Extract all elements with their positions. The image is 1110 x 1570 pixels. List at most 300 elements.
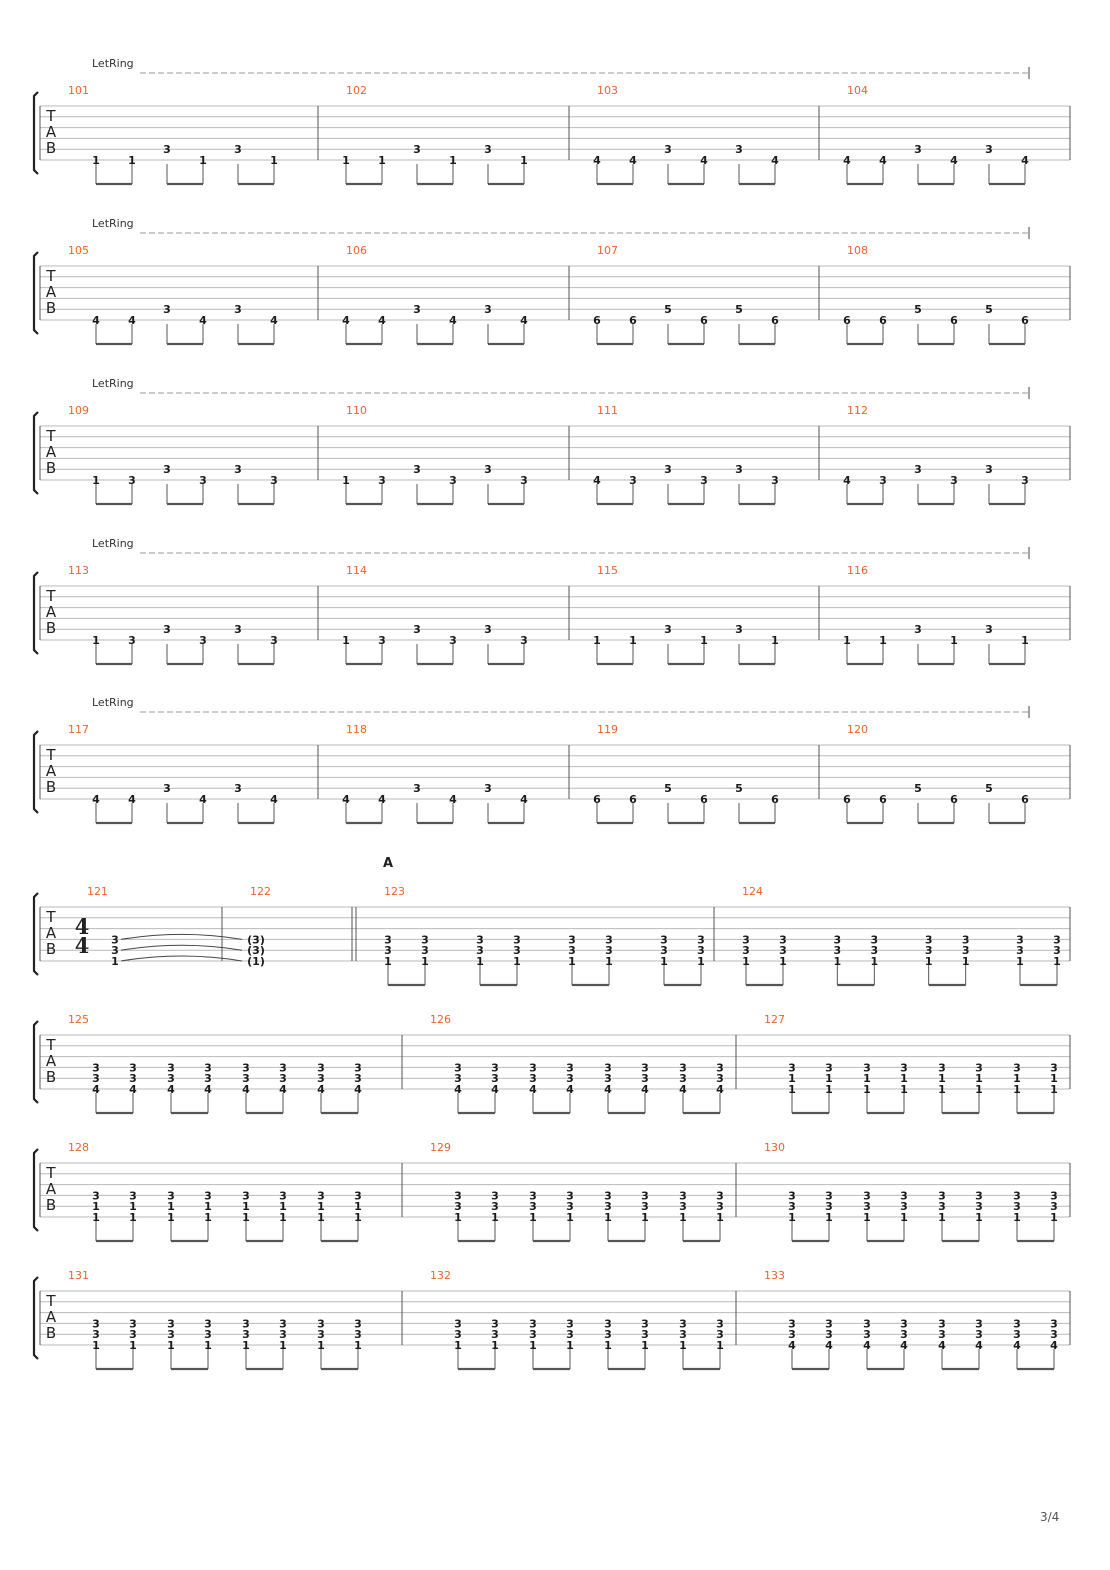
fret-number: 3: [279, 1328, 287, 1342]
fret-number: 4: [1021, 154, 1029, 167]
fret-number: 3: [660, 944, 668, 958]
tab-clef-letter: A: [45, 123, 57, 141]
fret-number: 3: [163, 143, 171, 157]
fret-number: 1: [317, 1200, 325, 1214]
fret-number: 3: [863, 1189, 871, 1203]
fret-number: 4: [491, 1083, 499, 1096]
fret-number: 3: [92, 1189, 100, 1203]
time-signature-bottom: 4: [74, 933, 90, 958]
fret-number: 5: [914, 303, 922, 317]
fret-number: 3: [454, 1328, 462, 1342]
fret-number: 4: [378, 793, 386, 806]
fret-number: 3: [449, 474, 457, 487]
measure-number: 128: [68, 1141, 89, 1154]
fret-number: 4: [788, 1339, 796, 1352]
fret-number: 3: [1016, 944, 1024, 958]
fret-number: 3: [129, 1189, 137, 1203]
fret-number: 4: [279, 1083, 287, 1096]
fret-number: 1: [454, 1211, 462, 1224]
fret-number: 3: [484, 143, 492, 157]
fret-number: 3: [242, 1328, 250, 1342]
fret-number: 1: [900, 1072, 908, 1086]
fret-number: 3: [788, 1061, 796, 1075]
fret-number: 3: [529, 1317, 537, 1331]
fret-number: 1: [950, 634, 958, 647]
fret-number: 3: [716, 1072, 724, 1086]
tab-clef-letter: A: [45, 1052, 57, 1070]
fret-number: 3: [317, 1328, 325, 1342]
measure-number: 115: [597, 564, 618, 577]
measure-number: 103: [597, 84, 618, 97]
fret-number: 3: [354, 1328, 362, 1342]
fret-number: 1: [641, 1211, 649, 1224]
fret-number: 5: [914, 782, 922, 796]
fret-number: 3: [604, 1072, 612, 1086]
fret-number: 3: [354, 1317, 362, 1331]
fret-number: 3: [914, 143, 922, 157]
fret-number: 1: [279, 1200, 287, 1214]
tie-arc: [121, 934, 242, 939]
fret-number: 3: [825, 1200, 833, 1214]
fret-number: 1: [975, 1072, 983, 1086]
fret-number: 3: [975, 1189, 983, 1203]
fret-number: 3: [234, 303, 242, 317]
fret-number: 1: [476, 955, 484, 968]
fret-number: 3: [529, 1072, 537, 1086]
fret-number: 3: [742, 933, 750, 947]
section-marker: A: [382, 856, 394, 871]
fret-number: 1: [566, 1339, 574, 1352]
measure-number: 106: [346, 244, 367, 257]
fret-number: 6: [700, 793, 708, 806]
let-ring-label: LetRing: [92, 696, 134, 709]
fret-number: 5: [664, 782, 672, 796]
fret-number: 3: [163, 782, 171, 796]
fret-number: 3: [697, 944, 705, 958]
fret-number: 3: [92, 1061, 100, 1075]
tie-arc: [121, 945, 242, 950]
fret-number: 3: [384, 944, 392, 958]
measure-number: 121: [87, 885, 108, 898]
fret-number: 1: [317, 1211, 325, 1224]
measure-number: 110: [346, 404, 367, 417]
fret-number: 3: [491, 1189, 499, 1203]
fret-number: 1: [129, 1339, 137, 1352]
fret-number: 5: [985, 303, 993, 317]
fret-number: 4: [199, 314, 207, 327]
fret-number: 3: [491, 1200, 499, 1214]
fret-number: 3: [735, 463, 743, 477]
fret-number: 1: [605, 955, 613, 968]
fret-number: 1: [863, 1083, 871, 1096]
fret-number: 3: [92, 1317, 100, 1331]
measure-number: 116: [847, 564, 868, 577]
fret-number: 3: [317, 1061, 325, 1075]
fret-number: 1: [242, 1200, 250, 1214]
fret-number: 3: [566, 1061, 574, 1075]
fret-number: 3: [204, 1328, 212, 1342]
fret-number: 3: [700, 474, 708, 487]
fret-number: 3: [484, 623, 492, 637]
measure-number: 124: [742, 885, 763, 898]
fret-number: 3: [1013, 1189, 1021, 1203]
fret-number: 1: [833, 955, 842, 968]
fret-number: 3: [491, 1072, 499, 1086]
fret-number: 1: [1016, 955, 1024, 968]
fret-number: 3: [317, 1189, 325, 1203]
fret-number: 3: [491, 1317, 499, 1331]
fret-number: 3: [513, 944, 521, 958]
fret-number: 4: [938, 1339, 946, 1352]
fret-number: 5: [985, 782, 993, 796]
fret-number: 1: [92, 1200, 100, 1214]
fret-number: 4: [270, 314, 278, 327]
measure-number: 118: [346, 723, 367, 736]
fret-number: 3: [604, 1061, 612, 1075]
fret-number: 1: [825, 1072, 833, 1086]
fret-number: 3: [279, 1072, 287, 1086]
fret-number: 3: [985, 463, 993, 477]
fret-number: 3: [242, 1317, 250, 1331]
tab-clef-letter: B: [45, 1196, 57, 1214]
fret-number: 3: [1050, 1061, 1058, 1075]
fret-number: 3: [454, 1200, 462, 1214]
tab-clef-letter: A: [45, 603, 57, 621]
fret-number: 3: [167, 1189, 175, 1203]
fret-number: 4: [449, 314, 457, 327]
fret-number: 1: [317, 1339, 325, 1352]
fret-number: 4: [242, 1083, 250, 1096]
fret-number: 4: [843, 154, 851, 167]
fret-number: 1: [604, 1339, 612, 1352]
fret-number: 3: [204, 1317, 212, 1331]
fret-number: 6: [629, 314, 637, 327]
measure-number: 130: [764, 1141, 785, 1154]
fret-number: 3: [950, 474, 958, 487]
fret-number: 3: [129, 1328, 137, 1342]
fret-number: 1: [1013, 1072, 1021, 1086]
measure-number: 112: [847, 404, 868, 417]
system-bracket: [34, 92, 38, 174]
fret-number: 4: [270, 793, 278, 806]
fret-number: 1: [716, 1339, 724, 1352]
fret-number: 3: [92, 1072, 100, 1086]
fret-number: 3: [163, 463, 171, 477]
measure-number: 107: [597, 244, 618, 257]
system-bracket: [34, 1021, 38, 1103]
fret-number: 1: [449, 154, 457, 167]
fret-number: 3: [513, 933, 521, 947]
fret-number: 3: [199, 474, 207, 487]
fret-number: 1: [1013, 1211, 1021, 1224]
fret-number: 3: [735, 623, 743, 637]
fret-number: 1: [742, 955, 750, 968]
fret-number: 6: [629, 793, 637, 806]
fret-number: 4: [529, 1083, 537, 1096]
system-bracket: [34, 893, 38, 975]
fret-number: 3: [454, 1072, 462, 1086]
fret-number: 3: [566, 1072, 574, 1086]
fret-number: 1: [938, 1211, 946, 1224]
measure-number: 102: [346, 84, 367, 97]
fret-number: 3: [167, 1328, 175, 1342]
fret-number: 3: [413, 143, 421, 157]
fret-number: 6: [771, 314, 779, 327]
fret-number: 3: [825, 1317, 833, 1331]
fret-number: 1: [566, 1211, 574, 1224]
fret-number: 1: [716, 1211, 724, 1224]
fret-number: 3: [825, 1328, 833, 1342]
fret-number: 5: [735, 782, 743, 796]
fret-number: 6: [593, 793, 601, 806]
fret-number: 3: [924, 944, 933, 958]
fret-number: 3: [476, 933, 484, 947]
measure-number: 104: [847, 84, 868, 97]
fret-number: 4: [520, 793, 528, 806]
fret-number: 3: [1016, 933, 1024, 947]
fret-number: 3: [863, 1061, 871, 1075]
fret-number: 3: [568, 944, 576, 958]
fret-number: 1: [863, 1211, 871, 1224]
fret-number: 1: [641, 1339, 649, 1352]
fret-number: 3: [529, 1328, 537, 1342]
fret-number: 3: [679, 1061, 687, 1075]
measure-number: 108: [847, 244, 868, 257]
fret-number: 3: [204, 1072, 212, 1086]
fret-number: 3: [354, 1061, 362, 1075]
fret-number: 1: [900, 1211, 908, 1224]
fret-number: 3: [449, 634, 457, 647]
fret-number: 1: [491, 1211, 499, 1224]
tab-clef-letter: B: [45, 619, 57, 637]
fret-number: 1: [825, 1211, 833, 1224]
tab-clef-letter: A: [45, 762, 57, 780]
fret-number: 3: [833, 944, 842, 958]
fret-number: 4: [566, 1083, 574, 1096]
fret-number: 3: [129, 1061, 137, 1075]
fret-number: 4: [975, 1339, 983, 1352]
fret-number: 4: [1050, 1339, 1058, 1352]
fret-number: 3: [413, 463, 421, 477]
time-signature-top: 4: [74, 914, 90, 939]
fret-number: 3: [833, 933, 842, 947]
fret-number: 3: [167, 1317, 175, 1331]
fret-number: 3: [1013, 1328, 1021, 1342]
tie-arc: [121, 956, 242, 961]
fret-number: 3: [605, 933, 613, 947]
fret-number: 3: [697, 933, 705, 947]
fret-number: 3: [454, 1317, 462, 1331]
fret-number: 5: [735, 303, 743, 317]
fret-number: 1: [924, 955, 933, 968]
fret-number: 3: [679, 1189, 687, 1203]
fret-number: 1: [1050, 1211, 1058, 1224]
tab-clef-letter: A: [45, 283, 57, 301]
fret-number: 3: [491, 1328, 499, 1342]
measure-number: 133: [764, 1269, 785, 1282]
fret-number: 3: [354, 1189, 362, 1203]
fret-number: 1: [354, 1339, 362, 1352]
fret-number: 3: [788, 1317, 796, 1331]
fret-number: 4: [950, 154, 958, 167]
fret-number: 3: [679, 1072, 687, 1086]
fret-number: 3: [484, 782, 492, 796]
system-bracket: [34, 572, 38, 654]
fret-number: 1: [529, 1211, 537, 1224]
fret-number: 1: [679, 1211, 687, 1224]
fret-number: 4: [92, 314, 100, 327]
fret-number: 1: [270, 154, 278, 167]
fret-number: 3: [413, 782, 421, 796]
fret-number: 1: [900, 1083, 908, 1096]
fret-number: 4: [317, 1083, 325, 1096]
fret-number: 3: [129, 1072, 137, 1086]
fret-number: 3: [779, 944, 787, 958]
fret-number: 4: [342, 314, 350, 327]
fret-number: 3: [128, 474, 136, 487]
fret-number: 1: [788, 1211, 796, 1224]
fret-number: 3: [788, 1200, 796, 1214]
fret-number: 6: [700, 314, 708, 327]
fret-number: 1: [1050, 1072, 1058, 1086]
fret-number: 3: [234, 623, 242, 637]
tab-clef-letter: A: [45, 924, 57, 942]
fret-number: 3: [870, 933, 879, 947]
fret-number: 3: [900, 1328, 908, 1342]
fret-number: 3: [938, 1061, 946, 1075]
fret-number: 3: [421, 944, 429, 958]
fret-number: 1: [975, 1083, 983, 1096]
fret-number: 1: [378, 154, 386, 167]
fret-number: 3: [484, 303, 492, 317]
system-bracket: [34, 252, 38, 334]
measure-number: 123: [384, 885, 405, 898]
measure-number: 132: [430, 1269, 451, 1282]
fret-number: 6: [843, 793, 851, 806]
measure-number: 119: [597, 723, 618, 736]
fret-number: 3: [641, 1328, 649, 1342]
fret-number: 3: [664, 623, 672, 637]
fret-number: 1: [679, 1339, 687, 1352]
tab-clef-letter: A: [45, 1180, 57, 1198]
fret-number: 4: [700, 154, 708, 167]
fret-number: 3: [771, 474, 779, 487]
fret-number: 3: [163, 303, 171, 317]
fret-number: 1: [568, 955, 576, 968]
fret-number: 3: [279, 1317, 287, 1331]
fret-number: 3: [914, 463, 922, 477]
fret-number: 3: [716, 1328, 724, 1342]
fret-number: 1: [454, 1339, 462, 1352]
fret-number: 1: [879, 634, 887, 647]
fret-number: 3: [716, 1317, 724, 1331]
fret-number: 3: [604, 1200, 612, 1214]
fret-number: 1: [1021, 634, 1029, 647]
tab-clef-letter: B: [45, 459, 57, 477]
fret-number: 3: [1013, 1317, 1021, 1331]
tab-clef-letter: A: [45, 443, 57, 461]
measure-number: 127: [764, 1013, 785, 1026]
fret-number: 3: [520, 634, 528, 647]
fret-number: 3: [111, 944, 119, 958]
fret-number: 3: [484, 463, 492, 477]
fret-number: 1: [870, 955, 879, 968]
fret-number: 3: [566, 1189, 574, 1203]
fret-number: 3: [629, 474, 637, 487]
tab-clef-letter: B: [45, 778, 57, 796]
fret-number: 3: [384, 933, 392, 947]
fret-number: 1: [92, 1211, 100, 1224]
fret-number: 3: [975, 1328, 983, 1342]
fret-number: 3: [664, 463, 672, 477]
fret-number: 1: [1050, 1083, 1058, 1096]
fret-number: 3: [863, 1328, 871, 1342]
measure-number: 111: [597, 404, 618, 417]
fret-number: 3: [779, 933, 787, 947]
fret-number: 4: [129, 1083, 137, 1096]
fret-number: 1: [629, 634, 637, 647]
fret-number: 1: [204, 1211, 212, 1224]
let-ring-label: LetRing: [92, 537, 134, 550]
fret-number: 3: [1050, 1328, 1058, 1342]
fret-number: 1: [129, 1200, 137, 1214]
fret-number: 3: [679, 1328, 687, 1342]
fret-number: 3: [1053, 944, 1061, 958]
fret-number: 3: [378, 634, 386, 647]
fret-number: 3: [1013, 1200, 1021, 1214]
fret-number: 4: [342, 793, 350, 806]
fret-number: 3: [679, 1317, 687, 1331]
measure-number: 109: [68, 404, 89, 417]
fret-number: 3: [641, 1200, 649, 1214]
measure-number: 117: [68, 723, 89, 736]
fret-number: 3: [924, 933, 933, 947]
fret-number: 3: [900, 1317, 908, 1331]
fret-number: 4: [92, 1083, 100, 1096]
fret-number: 3: [111, 933, 119, 947]
fret-number: 4: [454, 1083, 462, 1096]
tab-clef-letter: T: [46, 427, 56, 445]
measure-number: 129: [430, 1141, 451, 1154]
system-bracket: [34, 412, 38, 494]
fret-number: 3: [604, 1189, 612, 1203]
fret-number: 1: [1053, 955, 1061, 968]
fret-number: 3: [1053, 933, 1061, 947]
fret-number: 3: [128, 634, 136, 647]
fret-number: 4: [629, 154, 637, 167]
fret-number: 4: [167, 1083, 175, 1096]
let-ring-label: LetRing: [92, 217, 134, 230]
fret-number: 1: [384, 955, 392, 968]
fret-number: 1: [279, 1339, 287, 1352]
tab-clef-letter: T: [46, 1036, 56, 1054]
fret-number: 1: [421, 955, 429, 968]
fret-number: 4: [378, 314, 386, 327]
fret-number: 1: [342, 634, 350, 647]
fret-number: 4: [128, 793, 136, 806]
fret-number: 1: [1013, 1083, 1021, 1096]
fret-number: 6: [1021, 314, 1029, 327]
let-ring-label: LetRing: [92, 57, 134, 70]
fret-number: 1: [938, 1083, 946, 1096]
tab-clef-letter: A: [45, 1308, 57, 1326]
system-bracket: [34, 731, 38, 813]
fret-number: 3: [716, 1061, 724, 1075]
fret-number: 1: [697, 955, 705, 968]
fret-number: 1: [279, 1211, 287, 1224]
fret-number: 3: [975, 1200, 983, 1214]
fret-number: 3: [204, 1189, 212, 1203]
